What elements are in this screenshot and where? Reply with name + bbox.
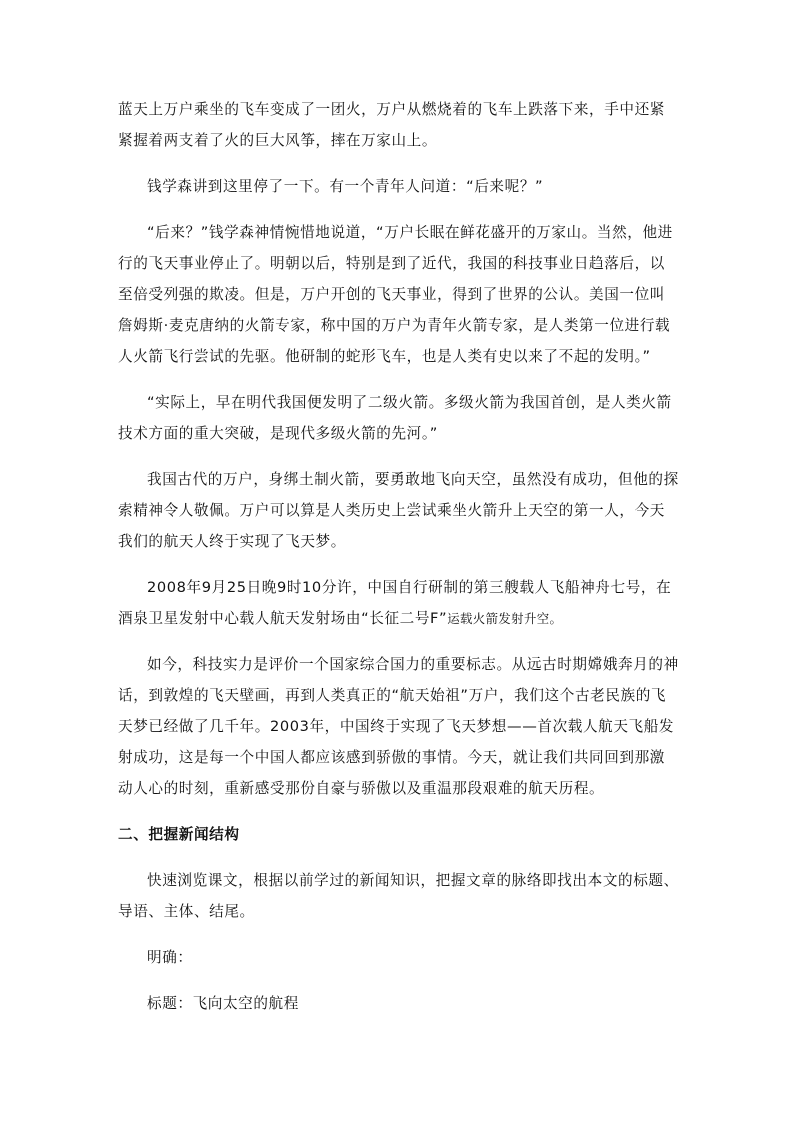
shenzhou-text-main: 2008年9月25日晚9时10分许，中国自行研制的第三艘载人飞船神舟七号，在酒泉卫星发射中心载人航天发射场由“长征二号F” (118, 579, 672, 627)
page-content (118, 94, 680, 1019)
paragraph-qian-pause: 钱学森讲到这里停了一下。有一个青年人问道：“后来呢？” (147, 178, 544, 195)
paragraph-ancient-wanhu: 我国古代的万户，身绑土制火箭，要勇敢地飞向天空，虽然没有成功，但他的探索精神令人敬佩。万户可以算是人类历史上尝试乘坐火箭升上天空的第一人，今天我们的航天人终于实现了飞天梦。 (118, 471, 679, 550)
section-instruction: 快速浏览课文，根据以前学过的新闻知识，把握文章的脉络即找出本文的标题、导语、主体、结尾。 (118, 872, 679, 920)
paragraph-space-dream: 如今，科技实力是评价一个国家综合国力的重要标志。从远古时期嫦娥奔月的神话，到敦煌的飞天壁画，再到人类真正的“航天始祖”万户，我们这个古老民族的飞天梦已经做了几千年。2003年，中国终于实现了飞天梦想——首次载人航天飞船发射成功，这是每一个中国人都应该感到骄傲的事情。今天，就让我们共同回到那激动人心的时刻，重新感受那份自豪与骄傲以及重温那段艰难的航天历程。 (118, 656, 679, 797)
shenzhou-text-tail: 运载火箭发射升空。 (447, 611, 563, 626)
paragraph-shenzhou-seven (118, 572, 680, 634)
paragraph-qian-answer: “后来？”钱学森神情惋惜地说道，“万户长眠在鲜花盛开的万家山。当然，他进行的飞天事业停止了。明朝以后，特别是到了近代，我国的科技事业日趋落后，以至倍受列强的欺凌。但是，万户开创的飞天事业，得到了世界的公认。美国一位叫詹姆斯·麦克唐纳的火箭专家，称中国的万户为青年火箭专家，是人类第一位进行载人火箭飞行尝试的先驱。他研制的蛇形飞车，也是人类有史以来了不起的发明。” (118, 224, 673, 365)
section-heading: 二、把握新闻结构 (118, 826, 240, 843)
paragraph-wanhu-fall: 蓝天上万户乘坐的飞车变成了一团火，万户从燃烧着的飞车上跌落下来，手中还紧紧握着两支着了火的巨大风筝，摔在万家山上。 (118, 101, 665, 149)
paragraph-two-stage-rocket: “实际上，早在明代我国便发明了二级火箭。多级火箭为我国首创，是人类火箭技术方面的重大突破，是现代多级火箭的先河。” (118, 394, 672, 442)
title-line: 标题：飞向太空的航程 (147, 995, 299, 1012)
answer-label: 明确： (147, 949, 193, 966)
